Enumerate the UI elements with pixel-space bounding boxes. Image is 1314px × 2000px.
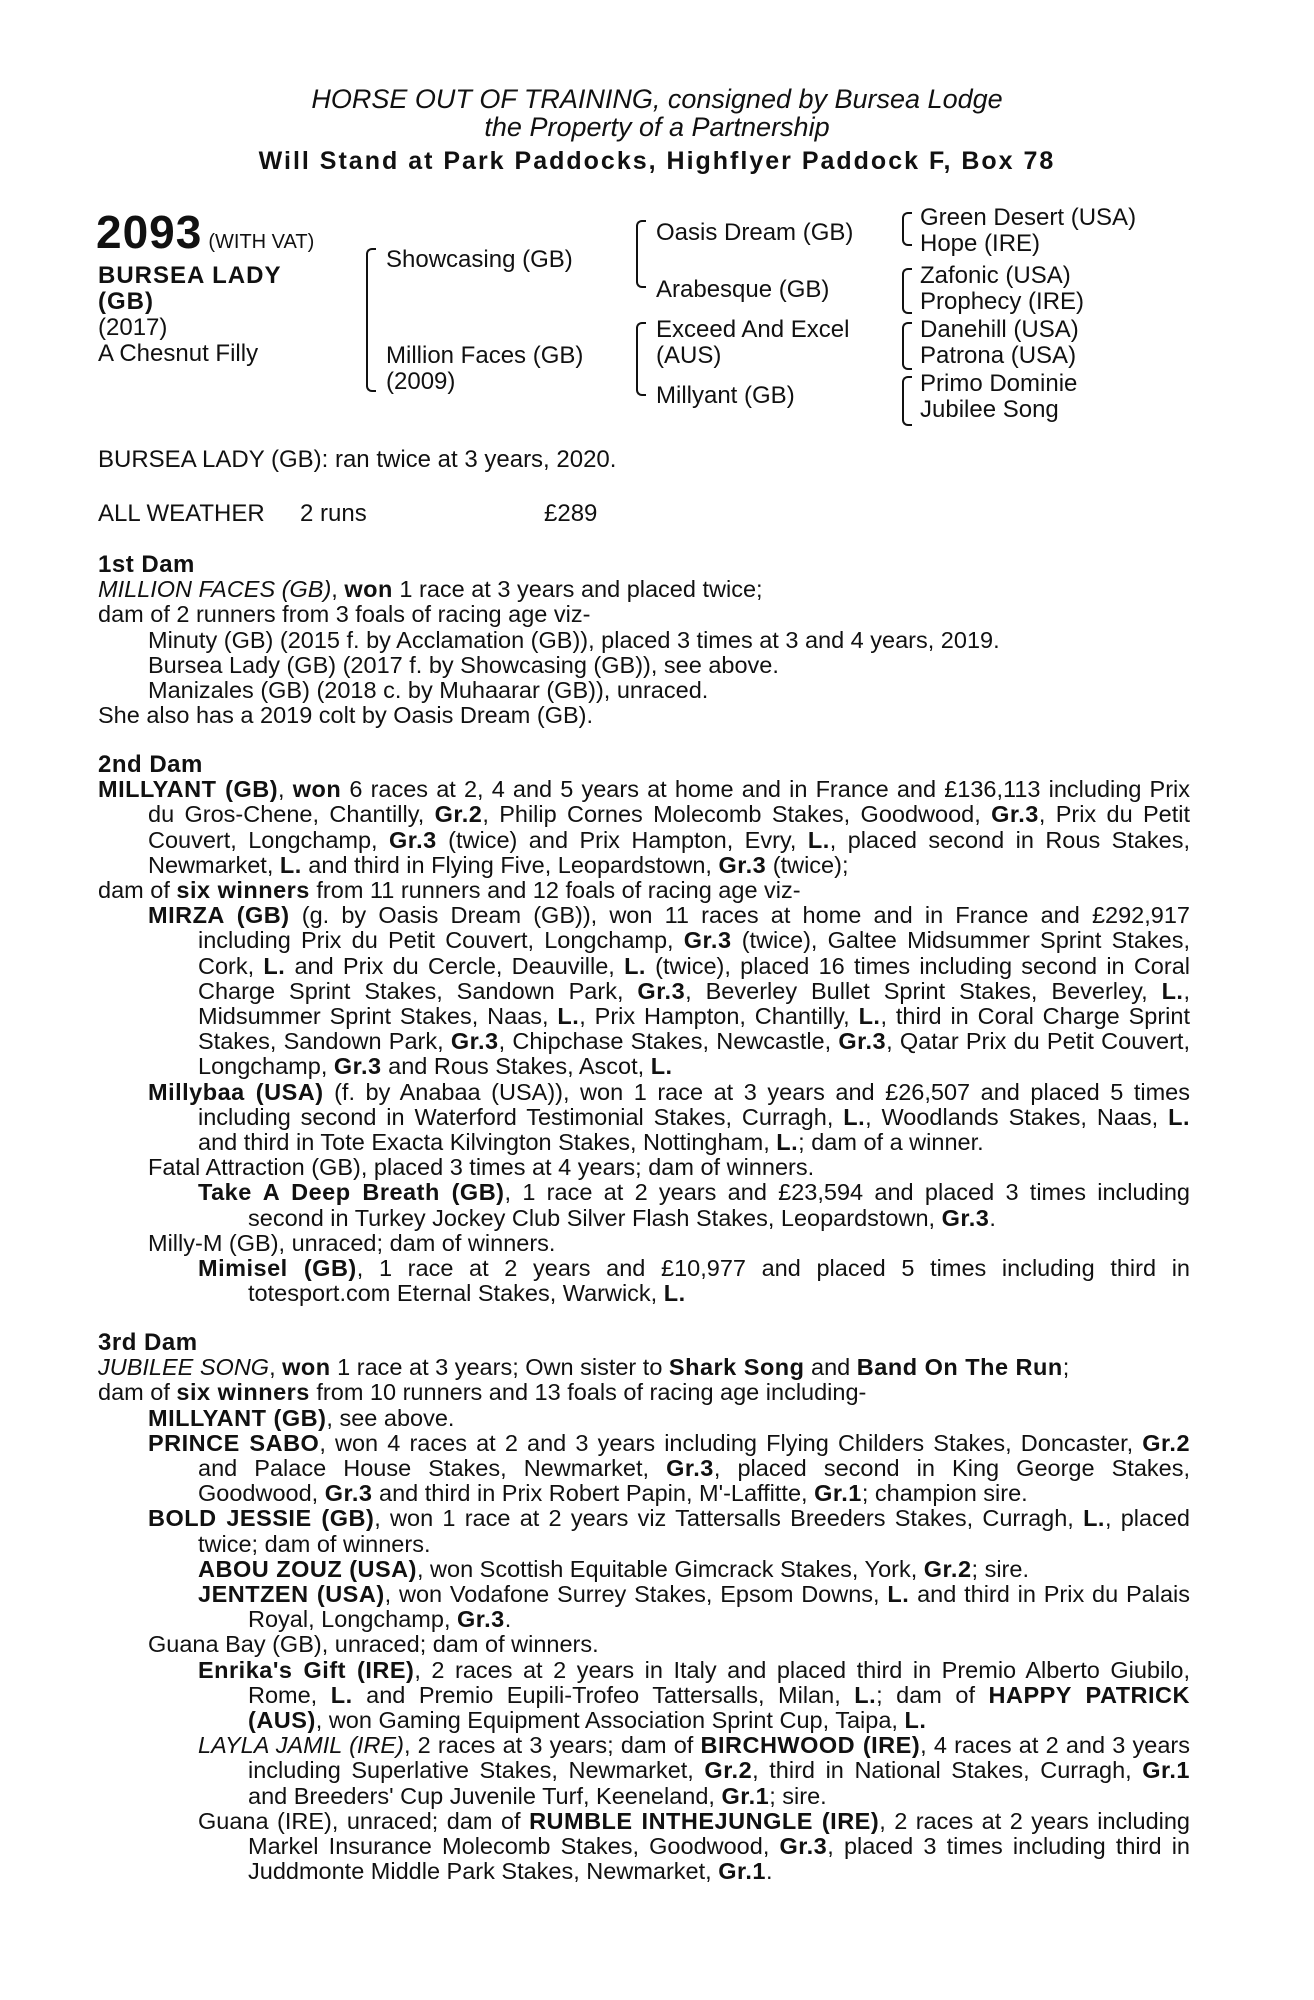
bold-run: MIRZA (GB) <box>148 902 290 929</box>
bold-run: RUMBLE INTHEJUNGLE (IRE) <box>529 1807 880 1834</box>
text-run: ; champion sire. <box>861 1480 1028 1507</box>
text-run: , won Scottish Equitable Gimcrack Stakes, York, <box>416 1555 924 1582</box>
pedigree-ds-country: (AUS) <box>656 342 722 369</box>
text-run: , 2 races at 2 years including Markel Insurance Molecomb Stakes, Goodwood, <box>248 1807 1190 1860</box>
second-dam-heading: 2nd Dam <box>98 751 203 778</box>
text-run: , Beverley Bullet Sprint Stakes, Beverley, <box>685 977 1162 1004</box>
bold-run: six winners <box>176 1379 310 1406</box>
text-run: , 1 race at 2 years and £10,977 and placed 5 times including third in totesport.com Eternal Stakes, Warwick, <box>248 1255 1190 1307</box>
bold-run: Gr.1 <box>814 1480 862 1507</box>
pedigree-sd: Arabesque (GB) <box>656 276 830 303</box>
text-run: (g. by Oasis Dream (GB)), won 11 races at home and in France and £292,917 including Prix du Petit Couvert, Longchamp, <box>198 902 1190 954</box>
bold-run: L. <box>843 1103 866 1130</box>
pedigree-sdd: Prophecy (IRE) <box>920 288 1085 315</box>
third-dam-produce-millyant <box>98 1406 1190 1431</box>
text-run: ; <box>1062 1354 1070 1381</box>
pedigree-brace-dam <box>636 322 646 396</box>
text-run: , placed twice; dam of winners. <box>198 1505 1190 1557</box>
third-dam-record <box>98 1355 1190 1380</box>
text-run: dam of <box>98 877 177 904</box>
text-run: Guana Bay (GB), unraced; dam of winners. <box>148 1631 599 1658</box>
text-run: ; dam of <box>876 1681 989 1708</box>
first-dam-heading: 1st Dam <box>98 551 195 578</box>
record-runs: 2 runs <box>300 500 367 527</box>
bold-run: Gr.3 <box>779 1833 828 1860</box>
bold-run: Gr.3 <box>838 1028 887 1055</box>
bold-run: L. <box>1161 977 1184 1004</box>
text-run: , 2 races at 2 years in Italy and placed third in Premio Alberto Giubilo, Rome, <box>248 1656 1191 1708</box>
bold-run: Gr.1 <box>721 1782 770 1809</box>
second-dam-record <box>98 777 1190 878</box>
pedigree-brace-ss <box>902 212 912 246</box>
pedigree-dss: Danehill (USA) <box>920 316 1079 343</box>
race-summary: BURSEA LADY (GB): ran twice at 3 years, 2020. <box>98 446 617 473</box>
text-run: dam of <box>98 1379 177 1406</box>
text-run: , placed second in King George Stakes, Goodwood, <box>198 1455 1191 1507</box>
pedigree-dam-year: (2009) <box>386 368 456 395</box>
second-dam-section <box>98 752 1190 1306</box>
first-dam-footnote: She also has a 2019 colt by Oasis Dream (GB). <box>98 702 594 729</box>
bold-run: Shark Song <box>668 1354 805 1381</box>
first-dam-produce-3: Manizales (GB) (2018 c. by Muhaarar (GB)), unraced. <box>148 677 709 704</box>
bold-run: Gr.3 <box>450 1028 499 1055</box>
bold-run: Gr.3 <box>941 1204 990 1231</box>
second-dam-produce-summary <box>98 878 1190 903</box>
bold-run: ABOU ZOUZ (USA) <box>198 1555 417 1582</box>
text-run: (twice) and Prix Hampton, Evry, <box>436 826 808 853</box>
text-run: , <box>278 776 293 803</box>
text-run: and third in Tote Exacta Kilvington Stakes, Nottingham, <box>198 1129 777 1156</box>
property-line: the Property of a Partnership <box>484 112 830 142</box>
bold-run: Mimisel (GB) <box>198 1255 357 1282</box>
bold-run: Enrika's Gift (IRE) <box>198 1656 415 1683</box>
bold-run: L. <box>1168 1103 1190 1130</box>
bold-run: L. <box>663 1280 686 1307</box>
pedigree-dds: Primo Dominie <box>920 370 1078 397</box>
text-run: . <box>989 1204 996 1231</box>
pedigree-dd: Millyant (GB) <box>656 382 795 409</box>
text-run: (twice); <box>766 851 849 878</box>
horse-country: (GB) <box>98 288 154 315</box>
text-run: 6 races at 2, 4 and 5 years at home and in France and £136,113 including Prix du Gros-Chene, Chantilly, <box>148 776 1191 828</box>
third-dam-produce-guana-bay <box>98 1632 1190 1657</box>
text-run: , Chipchase Stakes, Newcastle, <box>498 1028 839 1055</box>
text-run: Milly-M (GB), unraced; dam of winners. <box>148 1229 556 1256</box>
bold-run: L. <box>624 952 646 979</box>
text-run: (twice), Galtee Midsummer Sprint Stakes, Cork, <box>198 927 1190 979</box>
horse-description: A Chesnut Filly <box>98 340 259 367</box>
pedigree-sire: Showcasing (GB) <box>386 246 573 273</box>
bold-run: Millybaa (USA) <box>148 1078 324 1105</box>
text-run: , <box>269 1354 283 1381</box>
second-dam-produce-fatal-attraction <box>98 1155 1190 1180</box>
lot-number-row <box>96 206 314 268</box>
pedigree-brace-dd <box>902 376 912 426</box>
bold-run: HAPPY PATRICK (AUS) <box>248 1681 1191 1734</box>
location-line: Will Stand at Park Paddocks, Highflyer Paddock F, Box 78 <box>258 147 1056 175</box>
bold-run: Gr.3 <box>333 1053 382 1080</box>
first-dam-name: MILLION FACES (GB) <box>98 576 332 603</box>
horse-year: (2017) <box>98 314 168 341</box>
first-dam-won: won <box>344 576 393 603</box>
bold-run: Gr.3 <box>457 1606 505 1633</box>
text-run: 1 race at 3 years; Own sister to <box>330 1354 669 1381</box>
bold-run: Gr.2 <box>434 801 483 828</box>
text-run: , 4 races at 2 and 3 years including Superlative Stakes, Newmarket, <box>248 1732 1190 1784</box>
bold-run: L. <box>887 1581 910 1608</box>
text-run: (f. by Anabaa (USA)), won 1 race at 3 years and £26,507 and placed 5 times including second in Waterford Testimonial Stakes, Curragh, <box>198 1078 1190 1130</box>
second-dam-grandproduce-take-a-deep-breath <box>98 1180 1190 1230</box>
record-surface: ALL WEATHER <box>98 500 265 527</box>
second-dam-produce-millybaa <box>98 1080 1190 1156</box>
text-run: , see above. <box>326 1404 455 1431</box>
text-run: . <box>765 1858 773 1885</box>
bold-run: BOLD JESSIE (GB) <box>148 1505 375 1532</box>
text-run: and Breeders' Cup Juvenile Turf, Keeneland, <box>248 1782 722 1809</box>
text-run: , placed 3 times including third in Juddmonte Middle Park Stakes, Newmarket, <box>248 1833 1191 1885</box>
pedigree-ddd: Jubilee Song <box>920 396 1059 423</box>
text-run: and <box>804 1354 857 1381</box>
text-run: , Midsummer Sprint Stakes, Naas, <box>198 977 1190 1030</box>
text-run: , won Gaming Equipment Association Sprint Cup, Taipa, <box>315 1707 905 1734</box>
bold-run: Gr.1 <box>1142 1757 1190 1784</box>
text-run: ; dam of a winner. <box>798 1129 984 1156</box>
text-run: , Woodlands Stakes, Naas, <box>865 1103 1169 1130</box>
pedigree-dsd: Patrona (USA) <box>920 342 1077 369</box>
bold-run: Gr.3 <box>389 826 437 853</box>
bold-run: Gr.3 <box>666 1455 714 1482</box>
text-run: , Prix Hampton, Chantilly, <box>579 1003 859 1030</box>
pedigree-ds: Exceed And Excel <box>656 316 850 343</box>
text-run: , won Vodafone Surrey Stakes, Epsom Downs, <box>384 1581 888 1608</box>
bold-run: L. <box>776 1129 799 1156</box>
bold-run: six winners <box>176 877 310 904</box>
bold-run: L. <box>330 1681 353 1708</box>
text-run: and Prix du Cercle, Deauville, <box>285 952 625 979</box>
text-run: and third in Flying Five, Leopardstown, <box>301 851 719 878</box>
bold-run: L. <box>858 1003 881 1030</box>
record-prize: £289 <box>544 500 598 527</box>
bold-run: BIRCHWOOD (IRE) <box>700 1732 921 1759</box>
text-run: and third in Prix Robert Papin, M'-Laffitte, <box>372 1480 815 1507</box>
bold-run: L. <box>904 1707 927 1734</box>
bold-run: L. <box>854 1681 877 1708</box>
third-dam-section <box>98 1330 1190 1884</box>
first-dam-record: 1 race at 3 years and placed twice; <box>392 576 763 603</box>
text-run: , placed second in Rous Stakes, Newmarket, <box>148 826 1190 878</box>
bold-run: won <box>292 776 342 803</box>
text-run: and Rous Stakes, Ascot, <box>381 1053 651 1080</box>
third-dam-grandproduce-abou-zouz <box>98 1557 1190 1582</box>
text-run: , 1 race at 2 years and £23,594 and placed 3 times including second in Turkey Jockey Club Silver Flash Stakes, Leopardstown, <box>248 1179 1190 1231</box>
text-run: , won 1 race at 2 years viz Tattersalls Breeders Stakes, Curragh, <box>374 1505 1084 1532</box>
pedigree-brace-gen1 <box>366 248 376 392</box>
bold-run: L. <box>650 1053 673 1080</box>
pedigree-dam: Million Faces (GB) <box>386 342 584 369</box>
second-dam-produce-mirza <box>98 903 1190 1079</box>
third-dam-grandproduce-guana <box>98 1809 1190 1885</box>
text-run: (twice), placed 16 times including second in Coral Charge Sprint Stakes, Sandown Park, <box>198 952 1190 1004</box>
bold-run: Gr.2 <box>923 1555 972 1582</box>
text-run: and third in Prix du Palais Royal, Longchamp, <box>248 1581 1190 1633</box>
text-run: from 11 runners and 12 foals of racing age viz- <box>309 877 801 904</box>
text-run: , third in Coral Charge Sprint Stakes, Sandown Park, <box>198 1003 1191 1055</box>
pedigree-ssd: Hope (IRE) <box>920 230 1041 257</box>
third-dam-grandproduce-jentzen <box>98 1582 1190 1632</box>
bold-run: L. <box>807 826 830 853</box>
third-dam-produce-summary <box>98 1380 1190 1405</box>
third-dam-grandproduce-layla-jamil <box>98 1733 1190 1809</box>
bold-run: PRINCE SABO <box>148 1429 320 1456</box>
first-dam-section <box>98 552 1190 728</box>
bold-run: won <box>282 1354 331 1381</box>
text-run: , won 4 races at 2 and 3 years including Flying Childers Stakes, Doncaster, <box>319 1429 1143 1456</box>
lot-number: 2093 <box>96 206 203 258</box>
bold-run: Gr.3 <box>991 801 1039 828</box>
text-run: Guana (IRE), unraced; dam of <box>198 1807 530 1834</box>
pedigree-brace-sd <box>902 268 912 314</box>
bold-run: Gr.2 <box>704 1757 753 1784</box>
first-dam-produce-2: Bursea Lady (GB) (2017 f. by Showcasing (GB)), see above. <box>148 651 779 678</box>
third-dam-heading: 3rd Dam <box>98 1329 198 1356</box>
bold-run: Gr.3 <box>637 977 686 1004</box>
bold-run: MILLYANT (GB) <box>148 1404 327 1431</box>
text-run: , third in National Stakes, Curragh, <box>752 1757 1143 1784</box>
bold-run: Band On The Run <box>856 1354 1063 1381</box>
italic-run: LAYLA JAMIL (IRE) <box>198 1732 404 1759</box>
horse-name: BURSEA LADY <box>98 262 282 289</box>
bold-run: JENTZEN (USA) <box>198 1581 385 1608</box>
text-run: and Premio Eupili-Trofeo Tattersalls, Milan, <box>352 1681 855 1708</box>
bold-run: Gr.1 <box>718 1858 766 1885</box>
third-dam-grandproduce-enrikas-gift <box>98 1658 1190 1734</box>
bold-run: Gr.3 <box>718 851 767 878</box>
pedigree-ss: Oasis Dream (GB) <box>656 219 854 246</box>
vat-note: (WITH VAT) <box>208 231 315 253</box>
bold-run: L. <box>263 952 286 979</box>
bold-run: Gr.2 <box>1142 1429 1191 1456</box>
bold-run: L. <box>279 851 302 878</box>
text-run: . <box>504 1606 512 1633</box>
text-run: , 2 races at 3 years; dam of <box>403 1732 701 1759</box>
pedigree-sds: Zafonic (USA) <box>920 262 1071 289</box>
third-dam-produce-bold-jessie <box>98 1506 1190 1556</box>
bold-run: Take A Deep Breath (GB) <box>198 1179 505 1206</box>
bold-run: L. <box>1083 1505 1105 1532</box>
bold-run: MILLYANT (GB) <box>98 776 279 803</box>
pedigree-brace-sire <box>636 220 646 288</box>
bold-run: L. <box>557 1003 580 1030</box>
second-dam-grandproduce-mimisel <box>98 1256 1190 1306</box>
third-dam-produce-prince-sabo <box>98 1431 1190 1507</box>
text-run: , Prix du Petit Couvert, Longchamp, <box>148 801 1191 853</box>
consignor-line: HORSE OUT OF TRAINING, consigned by Bursea Lodge <box>311 84 1003 114</box>
pedigree-sss: Green Desert (USA) <box>920 204 1137 231</box>
first-dam-line-1: MILLION FACES (GB), won 1 race at 3 years and placed twice; <box>98 576 763 603</box>
text-run: , Philip Cornes Molecomb Stakes, Goodwood, <box>482 801 992 828</box>
bold-run: Gr.3 <box>683 927 732 954</box>
first-dam-produce-summary: dam of 2 runners from 3 foals of racing age viz- <box>98 601 591 628</box>
second-dam-produce-milly-m <box>98 1231 1190 1256</box>
bold-run: Gr.3 <box>324 1480 373 1507</box>
italic-run: JUBILEE SONG <box>98 1354 270 1381</box>
text-run: Fatal Attraction (GB), placed 3 times at 4 years; dam of winners. <box>148 1154 815 1181</box>
first-dam-produce-1: Minuty (GB) (2015 f. by Acclamation (GB)), placed 3 times at 3 and 4 years, 2019. <box>148 626 1000 653</box>
text-run: and Palace House Stakes, Newmarket, <box>198 1455 667 1482</box>
text-run: , Qatar Prix du Petit Couvert, Longchamp, <box>198 1028 1190 1080</box>
text-run: ; sire. <box>971 1555 1029 1582</box>
pedigree-brace-ds <box>902 322 912 370</box>
text-run: ; sire. <box>769 1782 827 1809</box>
text-run: from 10 runners and 13 foals of racing age including- <box>309 1379 867 1406</box>
